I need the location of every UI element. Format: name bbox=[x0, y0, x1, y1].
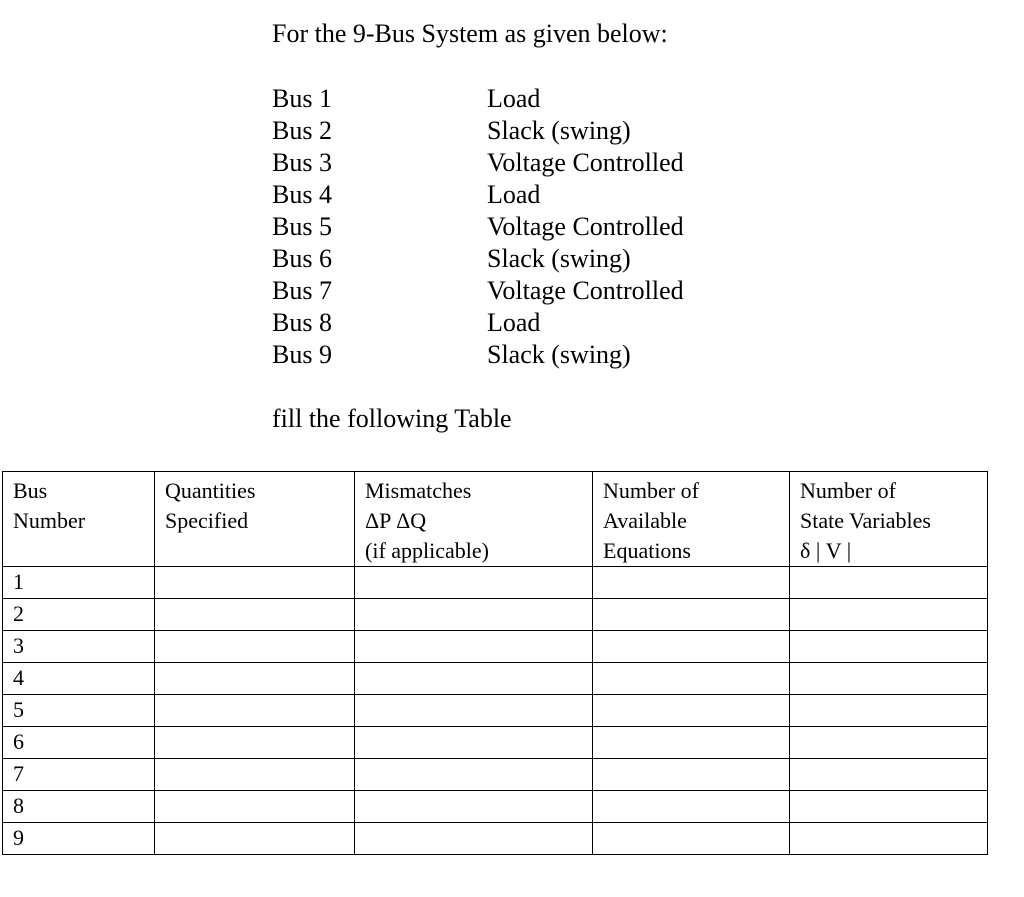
header-line: (if applicable) bbox=[365, 538, 489, 563]
bus-list-item bbox=[272, 83, 792, 115]
table-row bbox=[3, 759, 988, 791]
bus-list-item bbox=[272, 179, 792, 211]
table-row bbox=[3, 791, 988, 823]
table-header-cell bbox=[593, 472, 790, 567]
bus-type: Voltage Controlled bbox=[487, 212, 684, 241]
empty-answer-cell bbox=[593, 759, 790, 791]
table-row bbox=[3, 599, 988, 631]
empty-answer-cell bbox=[355, 695, 593, 727]
empty-answer-cell bbox=[155, 759, 355, 791]
header-line: Bus bbox=[13, 478, 48, 503]
intro-text: For the 9-Bus System as given below: bbox=[272, 19, 668, 48]
header-line: Number of bbox=[603, 478, 699, 503]
table-header-row bbox=[3, 472, 988, 567]
empty-answer-cell bbox=[355, 631, 593, 663]
header-line: Equations bbox=[603, 538, 691, 563]
header-line: Quantities bbox=[165, 478, 256, 503]
table-row bbox=[3, 823, 988, 855]
bus-name: Bus 3 bbox=[272, 148, 332, 177]
empty-answer-cell bbox=[593, 599, 790, 631]
bus-name: Bus 5 bbox=[272, 212, 332, 241]
bus-number-cell: 2 bbox=[3, 599, 155, 631]
bus-type: Slack (swing) bbox=[487, 244, 631, 273]
bus-list bbox=[272, 83, 792, 371]
bus-number-cell: 1 bbox=[3, 567, 155, 599]
empty-answer-cell bbox=[790, 823, 988, 855]
empty-answer-cell bbox=[155, 823, 355, 855]
table-header-cell bbox=[790, 472, 988, 567]
empty-answer-cell bbox=[155, 599, 355, 631]
empty-answer-cell bbox=[790, 567, 988, 599]
bus-name: Bus 7 bbox=[272, 276, 332, 305]
bus-name: Bus 4 bbox=[272, 180, 332, 209]
bus-name: Bus 6 bbox=[272, 244, 332, 273]
bus-number-cell: 4 bbox=[3, 663, 155, 695]
bus-list-item bbox=[272, 147, 792, 179]
empty-answer-cell bbox=[155, 695, 355, 727]
header-line: δ | V | bbox=[800, 538, 852, 563]
bus-number-cell: 5 bbox=[3, 695, 155, 727]
table-row bbox=[3, 631, 988, 663]
table-header-cell bbox=[3, 472, 155, 567]
bus-list-item bbox=[272, 339, 792, 371]
header-line: ΔP ΔQ bbox=[365, 508, 427, 533]
empty-answer-cell bbox=[790, 663, 988, 695]
bus-type: Load bbox=[487, 180, 541, 209]
empty-answer-cell bbox=[790, 631, 988, 663]
empty-answer-cell bbox=[593, 823, 790, 855]
table-row bbox=[3, 663, 988, 695]
empty-answer-cell bbox=[355, 567, 593, 599]
bus-type: Voltage Controlled bbox=[487, 276, 684, 305]
empty-answer-cell bbox=[155, 567, 355, 599]
header-line: State Variables bbox=[800, 508, 931, 533]
bus-name: Bus 9 bbox=[272, 340, 332, 369]
empty-answer-cell bbox=[593, 695, 790, 727]
empty-answer-cell bbox=[155, 631, 355, 663]
empty-answer-cell bbox=[155, 663, 355, 695]
bus-type: Load bbox=[487, 308, 541, 337]
bus-number-cell: 8 bbox=[3, 791, 155, 823]
header-line: Available bbox=[603, 508, 687, 533]
empty-answer-cell bbox=[355, 759, 593, 791]
empty-answer-cell bbox=[355, 791, 593, 823]
header-line: Mismatches bbox=[365, 478, 472, 503]
empty-answer-cell bbox=[593, 791, 790, 823]
header-line: Number of bbox=[800, 478, 896, 503]
empty-answer-cell bbox=[355, 663, 593, 695]
header-line: Specified bbox=[165, 508, 249, 533]
table-header-cell bbox=[355, 472, 593, 567]
bus-name: Bus 2 bbox=[272, 116, 332, 145]
bus-type: Slack (swing) bbox=[487, 116, 631, 145]
bus-type: Voltage Controlled bbox=[487, 148, 684, 177]
bus-list-item bbox=[272, 243, 792, 275]
bus-number-cell: 9 bbox=[3, 823, 155, 855]
bus-list-item bbox=[272, 275, 792, 307]
empty-answer-cell bbox=[790, 695, 988, 727]
table-body bbox=[3, 567, 988, 855]
empty-answer-cell bbox=[790, 791, 988, 823]
table-row bbox=[3, 695, 988, 727]
empty-answer-cell bbox=[155, 791, 355, 823]
bus-table bbox=[2, 471, 988, 855]
bus-list-item bbox=[272, 307, 792, 339]
empty-answer-cell bbox=[355, 727, 593, 759]
empty-answer-cell bbox=[355, 823, 593, 855]
empty-answer-cell bbox=[155, 727, 355, 759]
header-line: Number bbox=[13, 508, 86, 533]
bus-name: Bus 8 bbox=[272, 308, 332, 337]
bus-list-item bbox=[272, 115, 792, 147]
bus-list-item bbox=[272, 211, 792, 243]
bus-number-cell: 6 bbox=[3, 727, 155, 759]
bus-number-cell: 7 bbox=[3, 759, 155, 791]
table-row bbox=[3, 567, 988, 599]
empty-answer-cell bbox=[593, 663, 790, 695]
empty-answer-cell bbox=[790, 759, 988, 791]
empty-answer-cell bbox=[355, 599, 593, 631]
empty-answer-cell bbox=[593, 631, 790, 663]
bus-type: Load bbox=[487, 84, 541, 113]
empty-answer-cell bbox=[790, 727, 988, 759]
empty-answer-cell bbox=[593, 727, 790, 759]
bus-name: Bus 1 bbox=[272, 84, 332, 113]
table-header-cell bbox=[155, 472, 355, 567]
table-row bbox=[3, 727, 988, 759]
instruction-text: fill the following Table bbox=[272, 404, 512, 433]
bus-type: Slack (swing) bbox=[487, 340, 631, 369]
bus-number-cell: 3 bbox=[3, 631, 155, 663]
empty-answer-cell bbox=[593, 567, 790, 599]
empty-answer-cell bbox=[790, 599, 988, 631]
